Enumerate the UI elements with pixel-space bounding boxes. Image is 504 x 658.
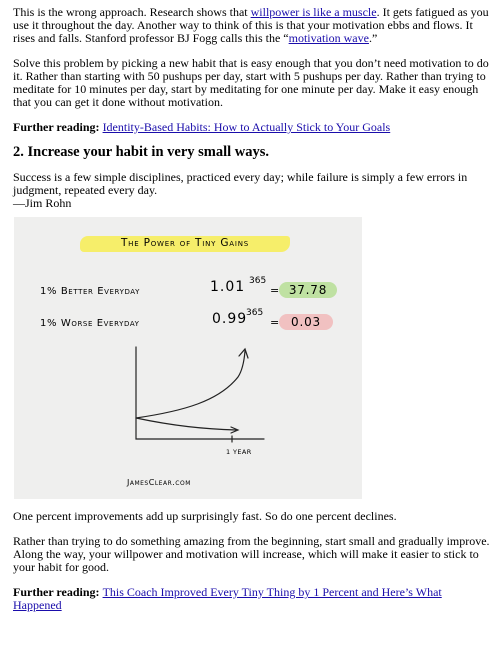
- paragraph-solve-problem: Solve this problem by picking a new habit that is easy enough that you don’t need motivation to do it. Rather than starting with 50 pushups per day, start with 5 pushups per day. Rather than trying to meditate for 10 minutes per day, start by meditating for one minute per day. Make it easy enough that you can get it done without motivation.: [13, 56, 489, 109]
- paragraph-start-small: Rather than trying to do something amazing from the beginning, start small and gradually improve. Along the way, your willpower and motivation will increase, which will make it easier to stick to your habit for good.: [13, 534, 490, 574]
- further-reading-2: [13, 586, 491, 612]
- further-reading-label-2: Further reading:: [13, 585, 103, 599]
- quote-author: —Jim Rohn: [13, 196, 72, 210]
- growth-curve: [136, 351, 245, 418]
- worse-result-badge: 0.03: [279, 314, 333, 330]
- graph-axes: [136, 347, 264, 439]
- section-heading: 2. Increase your habit in very small ways.: [13, 144, 270, 160]
- better-result-badge: 37.78: [279, 282, 337, 298]
- quote-text: Success is a few simple disciplines, practiced every day; while failure is simply a few errors in judgment, repeated every day.: [13, 170, 468, 197]
- tiny-gains-illustration: [14, 217, 362, 499]
- better-everyday-label: 1% Better Everyday: [40, 286, 141, 297]
- worse-everyday-label: 1% Worse Everyday: [40, 318, 140, 329]
- article-body: [13, 6, 491, 612]
- growth-arrow-head: [239, 349, 248, 358]
- better-base: 1.01: [210, 279, 246, 295]
- link-identity-based-habits[interactable]: Identity-Based Habits: How to Actually Stick to Your Goals: [102, 120, 391, 134]
- paragraph-willpower: This is the wrong approach. Research shows that willpower is like a muscle. It gets fatigued as you use it throughout the day. Another way to think of this is that your motivation ebbs and flows. It rises and falls. Stanford professor BJ Fogg calls this the “motivation wave.”: [13, 5, 489, 45]
- link-motivation-wave[interactable]: motivation wave: [288, 31, 369, 45]
- paragraph-one-percent: One percent improvements add up surprisingly fast. So do one percent declines.: [13, 509, 397, 523]
- figure-credit: JamesClear.com: [127, 478, 191, 487]
- decline-curve: [136, 418, 236, 430]
- better-exponent: 365: [249, 276, 267, 286]
- worse-base: 0.99: [212, 311, 248, 327]
- link-coach-improved[interactable]: This Coach Improved Every Tiny Thing by 1 Percent and Here’s What Happened: [13, 585, 442, 612]
- further-reading-label: Further reading:: [13, 120, 103, 134]
- further-reading-1: [13, 121, 491, 134]
- figure-title: The Power of Tiny Gains: [80, 235, 290, 253]
- better-equals: =: [270, 284, 280, 297]
- link-willpower-muscle[interactable]: willpower is like a muscle: [250, 5, 377, 19]
- growth-decline-graph: [14, 217, 362, 499]
- year-label: 1 YEAR: [226, 448, 252, 456]
- worse-exponent: 365: [246, 308, 264, 318]
- worse-equals: =: [270, 316, 280, 329]
